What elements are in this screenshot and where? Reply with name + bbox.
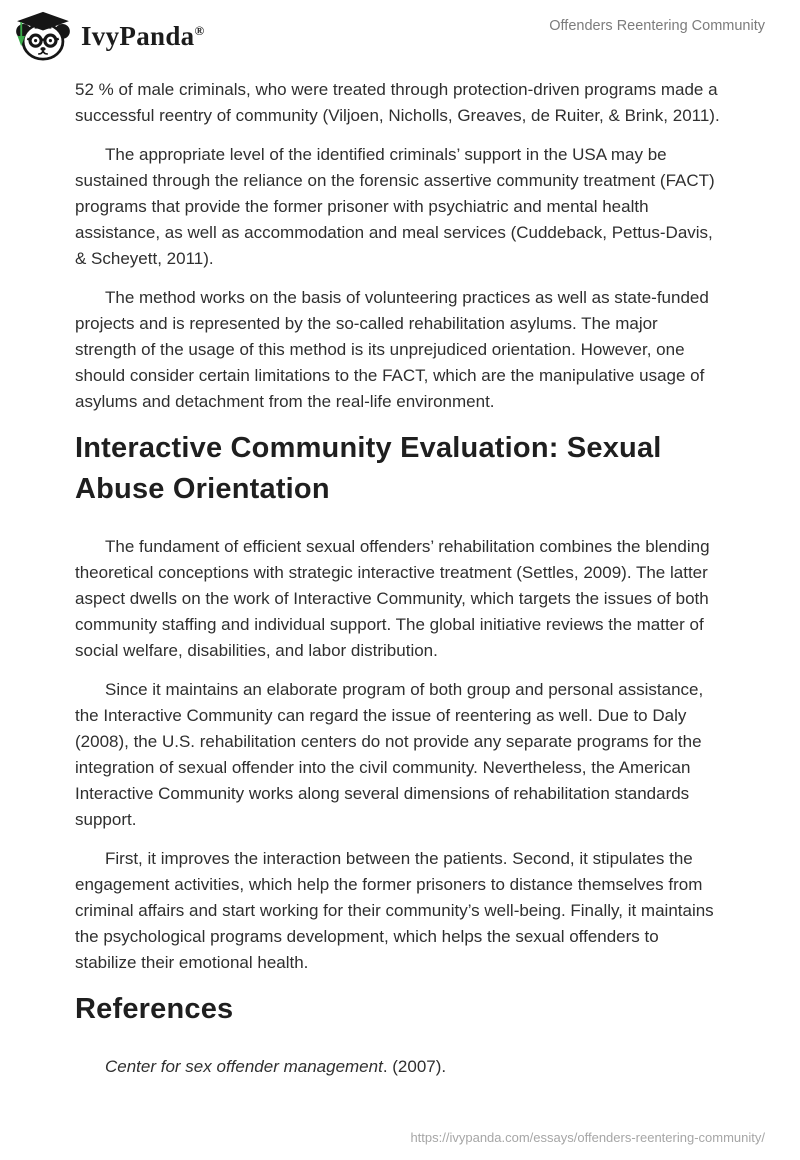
paragraph: 52 % of male criminals, who were treated through protection-driven programs made a successful reentry of community (Viljoen, Nicholls, Greaves, de Ruiter, & Brink, 2011). [75,80,720,125]
references-heading: References [75,993,234,1025]
source-url: https://ivypanda.com/essays/offenders-reentering-community/ [410,1130,765,1145]
section-heading: Interactive Community Evaluation: Sexual Abuse Orientation [75,432,662,505]
reference-year: . (2007). [382,1057,447,1076]
paragraph: Since it maintains an elaborate program of both group and personal assistance, the Interactive Community can regard the issue of reentering as well. Due to Daly (2008), the U.S. rehabilitation centers do not provide any separate programs for the integration of sexual offender into the civil community. Nevertheless, the American Interactive Community works along several dimensions of rehabilitation standards support. [75,680,704,829]
page-header [0,0,800,62]
document-title: Offenders Reentering Community [549,18,765,34]
brand [14,11,204,61]
paragraph: The method works on the basis of volunteering practices as well as state-funded projects and is represented by the so-called rehabilitation asylums. The major strength of the usage of this method is its unprejudiced orientation. However, one should consider certain limitations to the FACT, which are the manipulative usage of asylums and detachment from the real-life environment. [75,288,709,411]
paragraph: The appropriate level of the identified criminals’ support in the USA may be sustained through the reliance on the forensic assertive community treatment (FACT) programs that provide the former prisoner with psychiatric and mental health assistance, as well as accommodation and meal services (Cuddeback, Pettus-Davis, & Scheyett, 2011). [75,145,715,268]
panda-graduate-logo-icon [14,11,72,61]
registered-trademark-symbol: ® [194,22,205,38]
reference-title: Center for sex offender management [105,1057,383,1076]
page-footer [410,1130,765,1145]
reference-entry [75,1054,723,1080]
paragraph: First, it improves the interaction between the patients. Second, it stipulates the engagement activities, which help the former prisoners to distance themselves from criminal affairs and start working for their community’s well-being. Finally, it maintains the psychological programs development, which helps the sexual offenders to stabilize their emotional health. [75,849,714,972]
brand-name: IvyPanda® [81,20,205,51]
paragraph: The fundament of efficient sexual offenders’ rehabilitation combines the blending theoretical conceptions with strategic interactive treatment (Settles, 2009). The latter aspect dwells on the work of Interactive Community, which targets the issues of both community staffing and individual support. The global initiative reviews the matter of social welfare, disabilities, and labor distribution. [75,537,710,660]
essay-body [75,77,723,1080]
